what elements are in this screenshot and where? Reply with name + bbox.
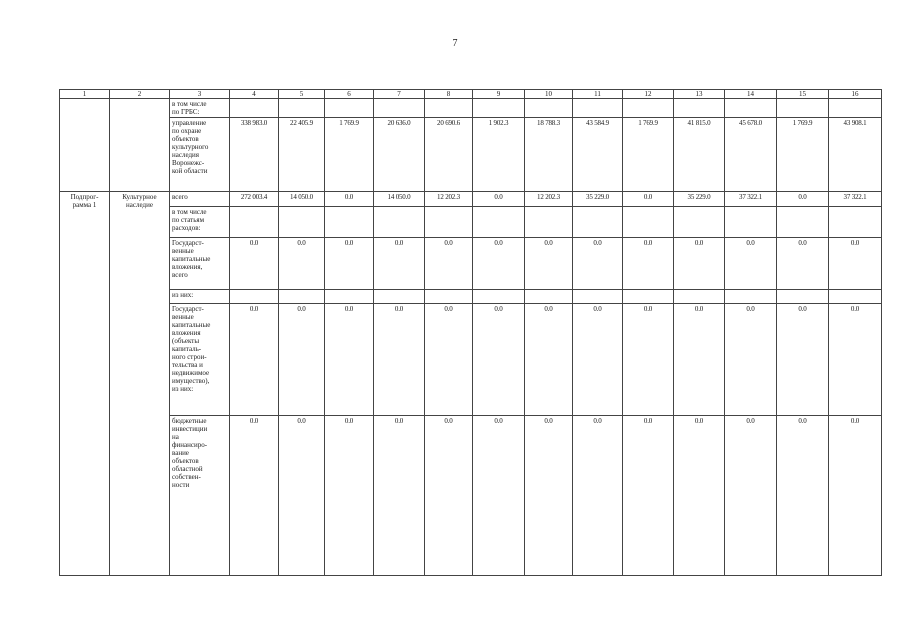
- value-cell: 338 983.0: [230, 118, 279, 192]
- value-cell: 0.0: [374, 238, 425, 290]
- value-cell: [425, 290, 473, 304]
- column-number-header: 5: [279, 90, 325, 99]
- value-cell: 0.0: [425, 416, 473, 576]
- value-cell: 0.0: [230, 416, 279, 576]
- subprogram-name-cell: Культурное наследие: [110, 192, 170, 576]
- column-number-header: 10: [525, 90, 573, 99]
- value-cell: 20 690.6: [425, 118, 473, 192]
- value-cell: 37 322.1: [829, 192, 882, 207]
- value-cell: 0.0: [473, 416, 525, 576]
- column-number-header: 3: [170, 90, 230, 99]
- value-cell: 12 202.3: [525, 192, 573, 207]
- table-row: [60, 118, 882, 192]
- value-cell: [473, 207, 525, 238]
- subprogram-cell: Подпрог- рамма 1: [60, 192, 110, 576]
- value-cell: 0.0: [325, 416, 374, 576]
- value-cell: 0.0: [325, 238, 374, 290]
- value-cell: 0.0: [230, 304, 279, 416]
- value-cell: [829, 207, 882, 238]
- value-cell: 12 202.3: [425, 192, 473, 207]
- column-number-header: 8: [425, 90, 473, 99]
- value-cell: [725, 207, 777, 238]
- value-cell: 0.0: [674, 304, 725, 416]
- value-cell: 0.0: [473, 192, 525, 207]
- column-number-header: 12: [623, 90, 674, 99]
- value-cell: 1 769.9: [623, 118, 674, 192]
- table-row: [60, 238, 882, 290]
- value-cell: 43 908.1: [829, 118, 882, 192]
- table-row: [60, 290, 882, 304]
- value-cell: 0.0: [829, 304, 882, 416]
- table-row: [60, 207, 882, 238]
- value-cell: [525, 290, 573, 304]
- value-cell: 43 584.9: [573, 118, 623, 192]
- value-cell: 41 815.0: [674, 118, 725, 192]
- value-cell: 0.0: [725, 416, 777, 576]
- value-cell: 0.0: [425, 238, 473, 290]
- table-row: [60, 304, 882, 416]
- value-cell: 35 229.0: [674, 192, 725, 207]
- empty-cell: [60, 99, 110, 192]
- table-row: [60, 99, 882, 118]
- value-cell: [623, 290, 674, 304]
- value-cell: 0.0: [279, 416, 325, 576]
- value-cell: 0.0: [525, 304, 573, 416]
- row-description: в том числе по статьям расходов:: [170, 207, 230, 238]
- value-cell: [279, 207, 325, 238]
- value-cell: 35 229.0: [573, 192, 623, 207]
- column-number-header: 6: [325, 90, 374, 99]
- value-cell: [623, 99, 674, 118]
- value-cell: 0.0: [674, 238, 725, 290]
- row-description: всего: [170, 192, 230, 207]
- value-cell: 0.0: [325, 192, 374, 207]
- column-number-header: 14: [725, 90, 777, 99]
- value-cell: 22 405.9: [279, 118, 325, 192]
- table-row: [60, 416, 882, 576]
- value-cell: 0.0: [230, 238, 279, 290]
- value-cell: 0.0: [525, 416, 573, 576]
- value-cell: 0.0: [573, 416, 623, 576]
- value-cell: [674, 290, 725, 304]
- table-row: [60, 192, 882, 207]
- value-cell: [230, 99, 279, 118]
- value-cell: [725, 99, 777, 118]
- value-cell: [777, 99, 829, 118]
- row-description: управление по охране объектов культурного наследия Воронежс- кой области: [170, 118, 230, 192]
- value-cell: 0.0: [279, 304, 325, 416]
- value-cell: [573, 207, 623, 238]
- value-cell: [473, 290, 525, 304]
- value-cell: 1 769.9: [777, 118, 829, 192]
- value-cell: 0.0: [374, 304, 425, 416]
- value-cell: [777, 207, 829, 238]
- value-cell: [230, 290, 279, 304]
- value-cell: 0.0: [279, 238, 325, 290]
- value-cell: [325, 290, 374, 304]
- value-cell: 0.0: [325, 304, 374, 416]
- value-cell: [425, 99, 473, 118]
- value-cell: 0.0: [777, 416, 829, 576]
- value-cell: 1 902.3: [473, 118, 525, 192]
- value-cell: [623, 207, 674, 238]
- value-cell: [525, 207, 573, 238]
- value-cell: 0.0: [829, 238, 882, 290]
- column-number-header: 11: [573, 90, 623, 99]
- value-cell: [374, 290, 425, 304]
- value-cell: 0.0: [623, 416, 674, 576]
- column-number-header: 1: [60, 90, 110, 99]
- value-cell: [230, 207, 279, 238]
- value-cell: [279, 99, 325, 118]
- value-cell: 0.0: [777, 192, 829, 207]
- column-number-header: 13: [674, 90, 725, 99]
- value-cell: [525, 99, 573, 118]
- value-cell: [374, 207, 425, 238]
- column-number-header: 9: [473, 90, 525, 99]
- value-cell: [473, 99, 525, 118]
- column-number-header: 16: [829, 90, 882, 99]
- value-cell: 0.0: [777, 238, 829, 290]
- column-number-header: 2: [110, 90, 170, 99]
- value-cell: 0.0: [829, 416, 882, 576]
- value-cell: [829, 290, 882, 304]
- value-cell: 0.0: [374, 416, 425, 576]
- value-cell: 0.0: [623, 304, 674, 416]
- value-cell: 0.0: [777, 304, 829, 416]
- value-cell: [674, 99, 725, 118]
- empty-cell: [110, 99, 170, 192]
- value-cell: [325, 99, 374, 118]
- value-cell: [425, 207, 473, 238]
- value-cell: 37 322.1: [725, 192, 777, 207]
- value-cell: 0.0: [623, 192, 674, 207]
- value-cell: 0.0: [473, 238, 525, 290]
- value-cell: 0.0: [473, 304, 525, 416]
- value-cell: 14 050.0: [374, 192, 425, 207]
- value-cell: [674, 207, 725, 238]
- row-description: Государст- венные капитальные вложения, всего: [170, 238, 230, 290]
- value-cell: [573, 99, 623, 118]
- column-number-header: 15: [777, 90, 829, 99]
- value-cell: 0.0: [525, 238, 573, 290]
- value-cell: 0.0: [425, 304, 473, 416]
- value-cell: 0.0: [725, 238, 777, 290]
- page-number: 7: [452, 38, 458, 49]
- value-cell: [777, 290, 829, 304]
- row-description: Государст- венные капитальные вложения (объекты капиталь- ного строи- тельства и недвижимое имущество), из них:: [170, 304, 230, 416]
- column-number-row: [60, 90, 882, 99]
- value-cell: [725, 290, 777, 304]
- value-cell: 14 050.0: [279, 192, 325, 207]
- value-cell: 272 003.4: [230, 192, 279, 207]
- value-cell: 0.0: [573, 304, 623, 416]
- value-cell: [829, 99, 882, 118]
- value-cell: 0.0: [573, 238, 623, 290]
- value-cell: 0.0: [725, 304, 777, 416]
- value-cell: [573, 290, 623, 304]
- row-description: из них:: [170, 290, 230, 304]
- value-cell: [374, 99, 425, 118]
- value-cell: [325, 207, 374, 238]
- value-cell: 18 788.3: [525, 118, 573, 192]
- row-description: бюджетные инвестиции на финансиро- вание объектов областной собствен- ности: [170, 416, 230, 576]
- column-number-header: 4: [230, 90, 279, 99]
- budget-table: [59, 89, 882, 576]
- value-cell: [279, 290, 325, 304]
- value-cell: 20 636.0: [374, 118, 425, 192]
- value-cell: 1 769.9: [325, 118, 374, 192]
- value-cell: 0.0: [674, 416, 725, 576]
- column-number-header: 7: [374, 90, 425, 99]
- value-cell: 45 678.0: [725, 118, 777, 192]
- value-cell: 0.0: [623, 238, 674, 290]
- row-description: в том числе по ГРБС:: [170, 99, 230, 118]
